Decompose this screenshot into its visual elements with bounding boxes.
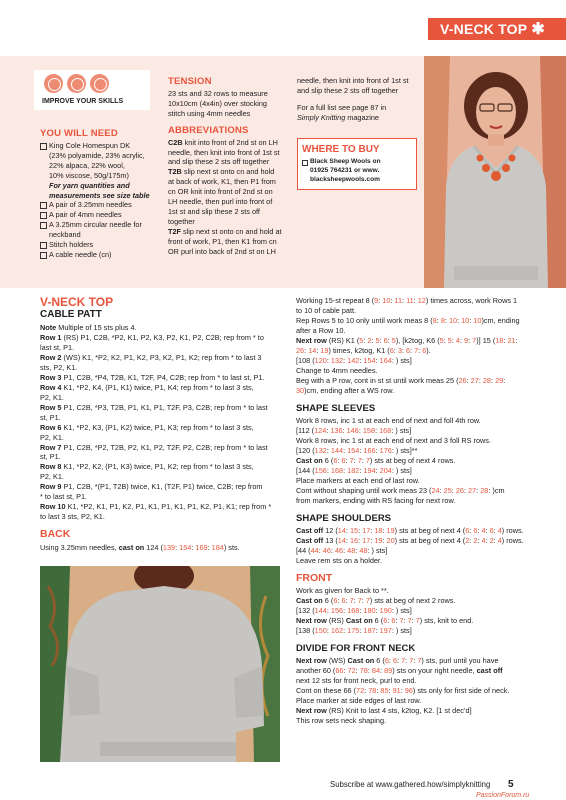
tension-heading: TENSION: [168, 76, 212, 87]
checklist-item: A 3.25mm circular needle for neckband: [40, 220, 164, 240]
tension-abbrev-column: TENSION 23 sts and 32 rows to measure 10x10cm (4x4in) over stocking stitch using 4mm needles ABBREVIATIONS C2B knit into front of 2nd st on LH needle, then knit into front of 1st st and slip these 2 sts off together T2B slip next st onto cn and hold at back of work, K1, then P1 from cn OR knit into front of 2nd st on LH needle, then purl into front of 1st st and slip these 2 sts off together T2F slip next st onto cn and hold at front of work, P1, then K1 from cn OR purl into back of 2nd st on LH: [168, 76, 292, 257]
pattern-row: Row 5 P1, C2B, *P3, T2B, P1, K1, P1, T2F, P3, C2B; rep from * to last st, P1.: [40, 402, 268, 422]
asterisk-icon: ✱: [531, 21, 545, 38]
checklist-item: King Cole Homespun DK (23% polyamide, 23% acrylic, 22% alpaca, 22% wool, 10% viscose, 50g/175m) For yarn quantities and measurements see size table: [40, 141, 164, 201]
back-view-illustration: [40, 566, 280, 762]
model-photo-illustration: [424, 56, 566, 288]
abbreviations-heading: ABBREVIATIONS: [168, 124, 249, 136]
pattern-row: Row 1 (RS) P1, C2B, *P2, K1, P2, K3, P2, K1, P2, C2B; rep from * to last st, P1.: [40, 332, 264, 352]
yarn-ball-icon: [44, 74, 63, 93]
skill-level-dots: [44, 74, 109, 93]
checkbox-icon: [40, 252, 47, 259]
divide-front-neck-heading: DIVIDE FOR FRONT NECK: [296, 642, 416, 654]
where-to-buy-heading: WHERE TO BUY: [302, 144, 380, 155]
you-will-need-heading: YOU WILL NEED: [40, 128, 118, 139]
checklist-item: A pair of 4mm needles: [40, 210, 164, 220]
pattern-row: Row 7 P1, C2B, *P2, T2B, P2, K1, P2, T2F, P2, C2B; rep from * to last st, P1.: [40, 442, 268, 462]
pattern-rows: [40, 333, 284, 523]
cable-patt-heading: CABLE PATT: [40, 309, 102, 321]
shape-shoulders-heading: SHAPE SHOULDERS: [296, 512, 392, 524]
back-cast-on: Using 3.25mm needles, cast on 124 (139: 154: 169: 184) sts.: [40, 542, 240, 552]
page-section-title: V-NECK TOP ✱: [428, 18, 566, 40]
pattern-row: Row 8 K1, *P2, K2, (P1, K3) twice, P1, K2; rep from * to last 3 sts, P2, K1.: [40, 462, 254, 482]
where-to-buy-details: Black Sheep Wools on 01925 764231 or www. blacksheepwools.com: [302, 158, 381, 184]
back-heading: BACK: [40, 528, 71, 541]
page-number: 5: [508, 779, 514, 790]
front-heading: FRONT: [296, 571, 333, 584]
yarn-ball-icon: [67, 74, 86, 93]
subscribe-footer: Subscribe at www.gathered.how/simplyknitting: [330, 780, 491, 789]
skills-label: IMPROVE YOUR SKILLS: [42, 98, 124, 105]
checkbox-icon: [40, 212, 47, 219]
pattern-left-column: V-NECK TOP CABLE PATT Note Multiple of 15 sts plus 4. Row 1 (RS) P1, C2B, *P2, K1, P2, K3, P2, K1, P2, C2B; rep from * to last st, P1. Row 2 (WS) K1, *P2, K2, P1, K2, P3, K2, P1, K2; rep from * to last 3 sts, P2, K1. Row 3 P1, C2B, *P4, T2B, K1, T2F, P4, C2B; rep from * to last st, P1. Row 4 K1, *P2, K4, (P1, K1) twice, P1, K4; rep from * to last 3 sts, P2, K1. Row 5 P1, C2B, *P3, T2B, P1, K1, P1, T2F, P3, C2B; rep from * to last st, P1. Row 6 K1, *P2, K3, (P1, K2) twice, P1, K3; rep from * to last 3 sts, P2, K1. Row 7 P1, C2B, *P2, T2B, P2, K1, P2, T2F, P2, C2B; rep from * to last st, P1. Row 8 K1, *P2, K2, (P1, K3) twice, P1, K2; rep from * to last 3 sts, P2, K1. Row 9 P1, C2B, *(P1, T2B) twice, K1, (T2F, P1) twice, C2B; rep from * to last st, P1. Row 10 K1, *P2, K1, P1, K2, P1, K1, P1, K1, P1, K2, P1, K1; rep from * to last 3 sts, P2, K1. BACK Using 3.25mm needles, cast on 124 (139: 154: 169: 184) sts.: [40, 296, 284, 553]
pattern-row: Row 6 K1, *P2, K3, (P1, K2) twice, P1, K3; rep from * to last 3 sts, P2, K1.: [40, 422, 254, 442]
pattern-right-column: Working 15-st repeat 8 (9: 10: 11: 11: 12) times across, work Rows 1 to 10 of cable patt. Rep Rows 5 to 10 only until work meas 8 (8: 8: 10: 10: 10)cm, ending after a Row 10. Next row (RS) K1 (5: 2: 5: 6: 5), [k2tog, K6 (5: 5: 4: 9: 7)] 15 (18: 21: 26: 14: 19) times, k2tog, K1 (6: 3: 6: 7: 6). [108 (120: 132: 142: 154: 164: ) sts] Change to 4mm needles. Beg with a P row, cont in st st until work meas 25 (26: 27: 28: 29: 30)cm, ending after a WS row. SHAPE SLEEVES Work 8 rows, inc 1 st at each end of next and foll 4th row. [112 (124: 136: 146: 158: 168: ) sts] Work 8 rows, inc 1 st at each end of next and 3 foll RS rows. [120 (132: 144: 154: 166: 176: ) sts]** Cast on 6 (6: 6: 7: 7: 7) sts at beg of next 4 rows. [144 (156: 168: 182: 194: 204: ) sts] Place markers at each end of last row. Cont without shaping until work meas 23 (24: 25: 26: 27: 28: )cm from markers, ending with RS facing for next row. SHAPE SHOULDERS Cast off 12 (14: 15: 17: 18: 19) sts at beg of next 4 (6: 6: 4: 6: 4) rows. Cast off 13 (14: 16: 17: 19: 20) sts at beg of next 4 (2: 2: 4: 2: 4) rows. [44 (44: 46: 46: 48: 48: ) sts] Leave rem sts on a holder. FRONT Work as given for Back to **. Cast on 6 (6: 6: 7: 7: 7) sts at beg of next 2 rows. [132 (144: 156: 168: 180: 190: ) sts] Next row (RS) Cast on 6 (6: 6: 7: 7: 7) sts, knit to end. [138 (150: 162: 175: 187: 197: ) sts] DIVIDE FOR FRONT NECK Next row (WS) Cast on 6 (6: 6: 7: 7: 7) sts, purl until you have another 60 (66: 72: 78: 84: 89) sts on your right needle, cast off next 12 sts for front neck, purl to end. Cont on these 66 (72: 78: 85: 91: 96) sts only for first side of neck. Place marker at side edges of last row. Next row (RS) Knit to last 4 sts, k2tog, K2. [1 st dec’d] This row sets neck shaping.: [296, 296, 534, 726]
watermark: PassionForum.ru: [476, 792, 530, 799]
checklist-item: A cable needle (cn): [40, 250, 164, 260]
pattern-row: Row 9 P1, C2B, *(P1, T2B) twice, K1, (T2F, P1) twice, C2B; rep from * to last st, P1.: [40, 482, 263, 502]
model-photo: [424, 56, 566, 288]
pattern-title: V-NECK TOP: [40, 295, 114, 309]
pattern-row: Row 10 K1, *P2, K1, P1, K2, P1, K1, P1, K1, P1, K2, P1, K1; rep from * to last 3 sts, P2, K1.: [40, 502, 272, 522]
checkbox-icon: [40, 242, 47, 249]
repeat-text: Working 15-st repeat 8 (9: 10: 11: 11: 12) times across, work Rows 1: [296, 296, 518, 305]
abbrev-continued-column: needle, then knit into front of 1st st and slip these 2 sts off together For a full list see page 87 in Simply Knitting magazine: [297, 76, 409, 122]
shape-sleeves-heading: SHAPE SLEEVES: [296, 402, 376, 414]
checkbox-icon: [40, 222, 47, 229]
pattern-row: Row 3 P1, C2B, *P4, T2B, K1, T2F, P4, C2B; rep from * to last st, P1.: [40, 372, 265, 382]
checklist-item: Stitch holders: [40, 240, 164, 250]
back-view-photo: [40, 566, 280, 762]
checkbox-icon: [302, 160, 308, 166]
checklist-item: A pair of 3.25mm needles: [40, 200, 164, 210]
checkbox-icon: [40, 143, 47, 150]
you-will-need-column: [40, 128, 164, 260]
checkbox-icon: [40, 202, 47, 209]
yarn-ball-icon: [90, 74, 109, 93]
pattern-row: Row 4 K1, *P2, K4, (P1, K1) twice, P1, K4; rep from * to last 3 sts, P2, K1.: [40, 382, 254, 402]
pattern-row: Row 2 (WS) K1, *P2, K2, P1, K2, P3, K2, P1, K2; rep from * to last 3 sts, P2, K1.: [40, 352, 262, 372]
